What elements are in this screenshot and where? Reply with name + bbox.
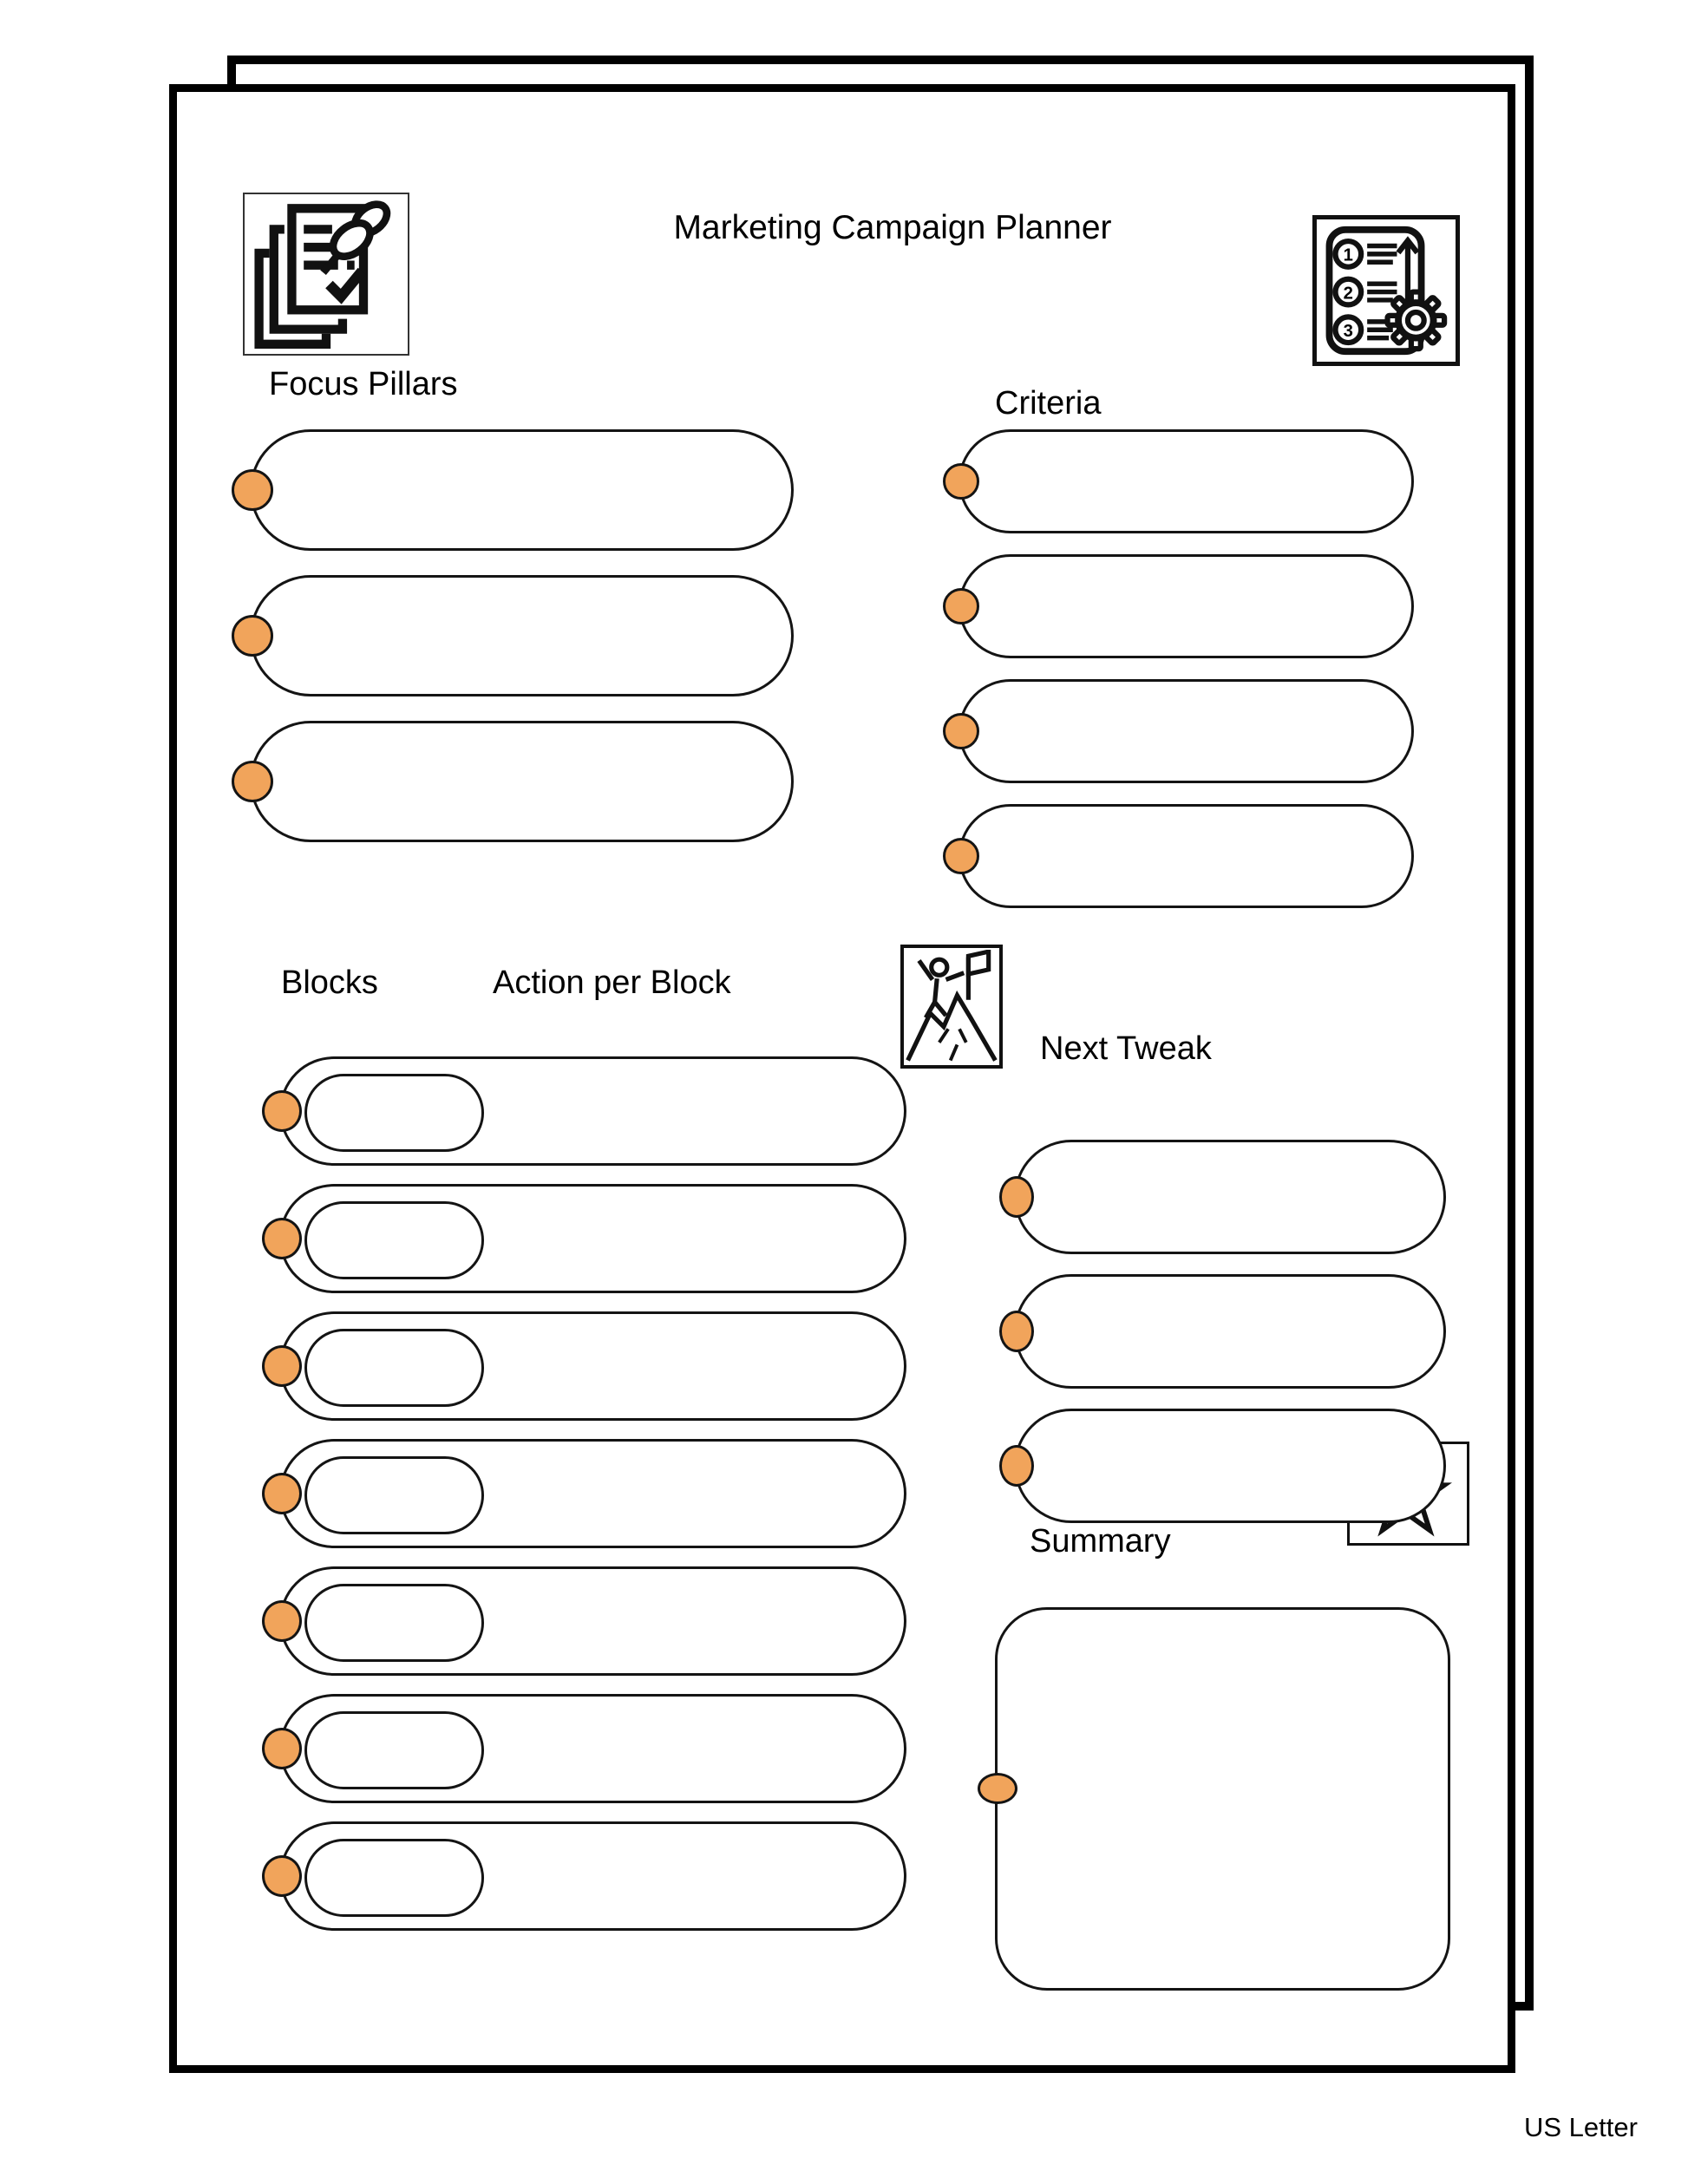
focus-pillars-list — [250, 429, 794, 842]
next-tweak-label: Next Tweak — [1040, 1030, 1212, 1067]
connector-dot — [262, 1345, 302, 1387]
focus-pillars-label: Focus Pillars — [269, 366, 458, 402]
focus-pillar-slot[interactable] — [250, 575, 794, 696]
connector-dot — [999, 1445, 1034, 1487]
page-title: Marketing Campaign Planner — [673, 209, 1112, 246]
svg-text:2: 2 — [1343, 284, 1353, 304]
criteria-slot[interactable] — [958, 679, 1414, 783]
connector-dot — [232, 469, 273, 511]
svg-text:3: 3 — [1343, 322, 1353, 342]
pinned-notes-icon — [243, 193, 409, 356]
connector-dot — [943, 713, 979, 749]
priority-list-gear-icon — [1312, 215, 1460, 366]
next-tweak-slot[interactable] — [1014, 1409, 1446, 1523]
block-name-slot[interactable] — [304, 1456, 484, 1534]
connector-dot — [262, 1855, 302, 1897]
connector-dot — [262, 1218, 302, 1259]
block-name-slot[interactable] — [304, 1329, 484, 1407]
connector-dot — [999, 1311, 1034, 1352]
action-per-block-slot[interactable] — [279, 1056, 906, 1166]
action-per-block-slot[interactable] — [279, 1439, 906, 1548]
summary-label: Summary — [1030, 1523, 1171, 1560]
criteria-label: Criteria — [995, 385, 1102, 422]
block-name-slot[interactable] — [304, 1201, 484, 1279]
criteria-slot[interactable] — [958, 804, 1414, 908]
summary-slot[interactable] — [995, 1607, 1450, 1991]
connector-dot — [978, 1773, 1017, 1804]
criteria-slot[interactable] — [958, 554, 1414, 658]
connector-dot — [943, 588, 979, 624]
connector-dot — [943, 838, 979, 874]
paper-size-label: US Letter — [1524, 2112, 1638, 2142]
connector-dot — [232, 761, 273, 802]
blocks-list — [279, 1056, 906, 1931]
svg-text:1: 1 — [1343, 245, 1353, 265]
action-per-block-slot[interactable] — [279, 1311, 906, 1421]
block-name-slot[interactable] — [304, 1584, 484, 1662]
connector-dot — [262, 1728, 302, 1769]
connector-dot — [232, 615, 273, 657]
action-per-block-slot[interactable] — [279, 1184, 906, 1293]
connector-dot — [999, 1176, 1034, 1218]
blocks-label: Blocks — [281, 964, 378, 1001]
connector-dot — [262, 1090, 302, 1132]
criteria-list — [958, 429, 1414, 908]
action-per-block-slot[interactable] — [279, 1821, 906, 1931]
connector-dot — [943, 463, 979, 500]
action-per-block-label: Action per Block — [493, 964, 731, 1001]
connector-dot — [262, 1473, 302, 1514]
action-per-block-slot[interactable] — [279, 1694, 906, 1803]
next-tweak-slot[interactable] — [1014, 1140, 1446, 1254]
action-per-block-slot[interactable] — [279, 1566, 906, 1676]
focus-pillar-slot[interactable] — [250, 429, 794, 551]
mountain-flag-icon — [900, 945, 1003, 1069]
block-name-slot[interactable] — [304, 1839, 484, 1917]
focus-pillar-slot[interactable] — [250, 721, 794, 842]
next-tweak-slot[interactable] — [1014, 1274, 1446, 1389]
next-tweak-list — [1014, 1140, 1446, 1523]
block-name-slot[interactable] — [304, 1711, 484, 1789]
connector-dot — [262, 1600, 302, 1642]
block-name-slot[interactable] — [304, 1074, 484, 1152]
criteria-slot[interactable] — [958, 429, 1414, 533]
